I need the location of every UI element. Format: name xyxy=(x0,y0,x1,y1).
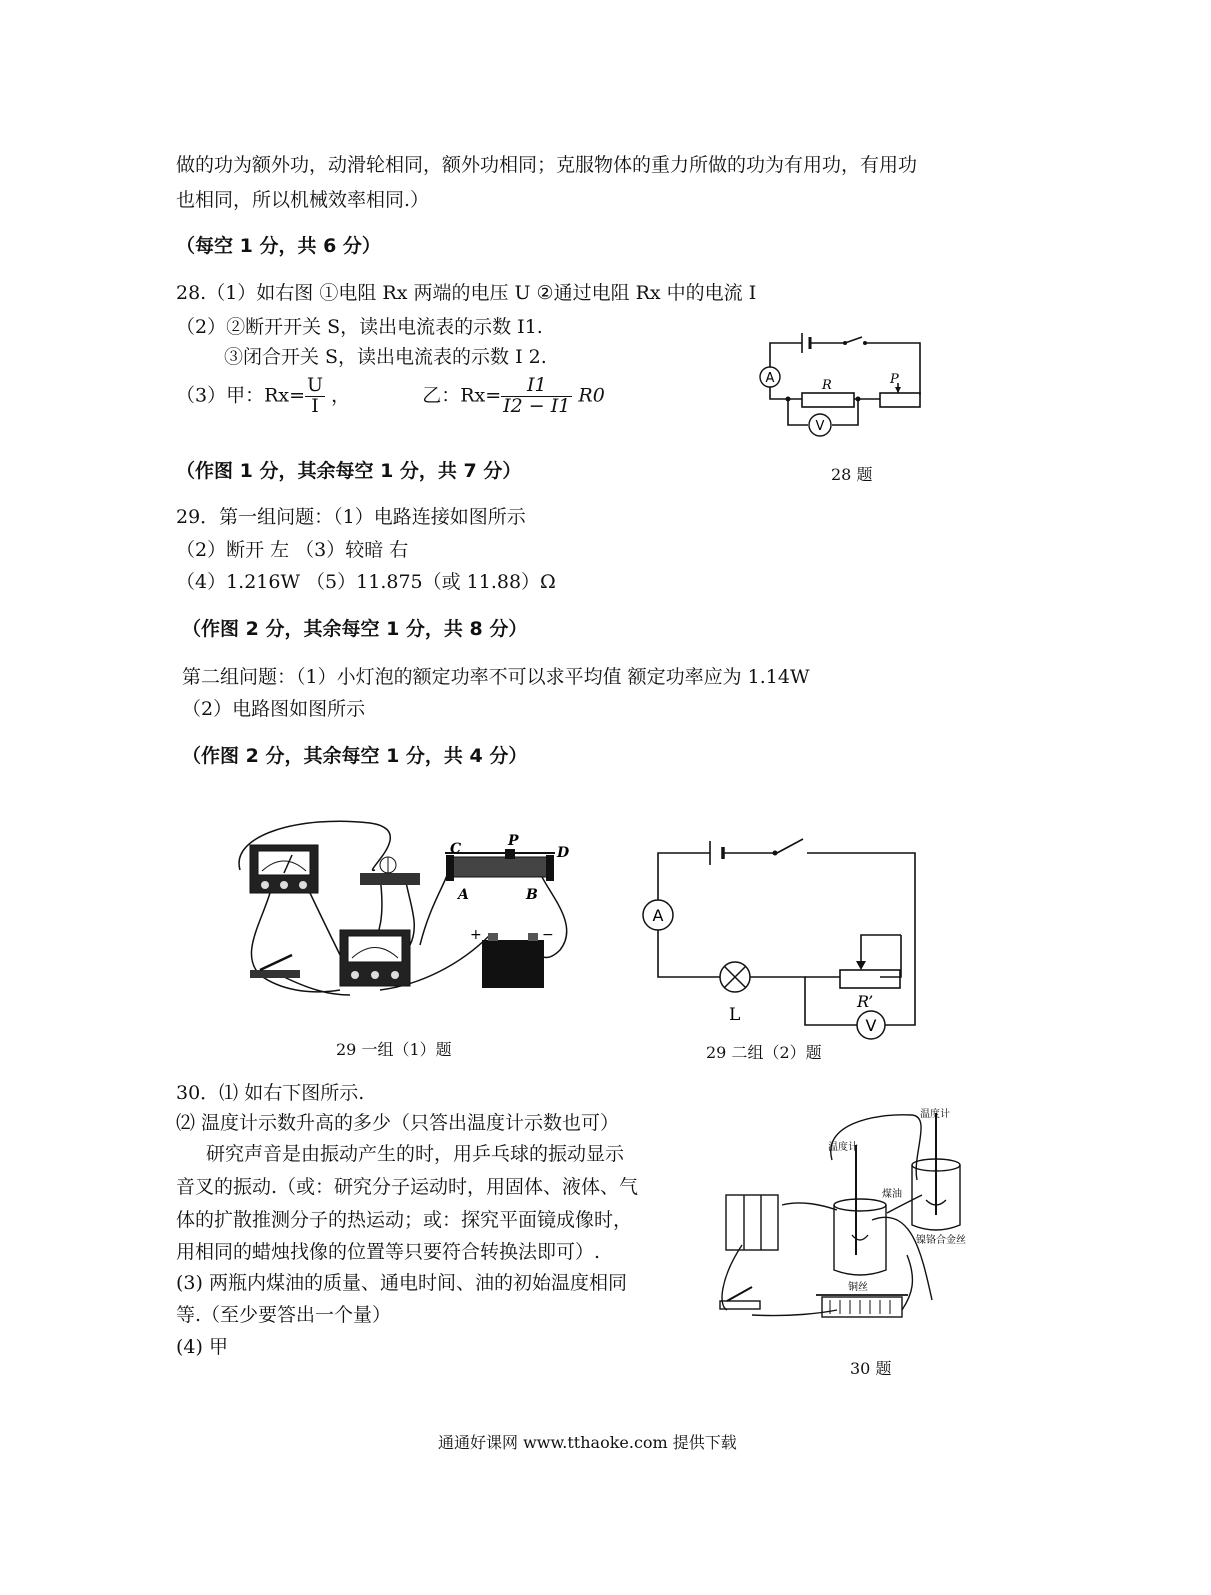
q29-circuit-schematic xyxy=(635,835,935,1045)
q29-fig2-label-l: L xyxy=(729,1005,741,1025)
q28-line-2: （2）②断开开关 S，读出电流表的示数 I1. xyxy=(176,316,543,338)
q28-formula-r0: R0 xyxy=(578,384,605,407)
q29-score-1: （作图 2 分，其余每空 1 分，共 8 分） xyxy=(182,618,528,640)
q30-fig-label-kerosene: 煤油 xyxy=(882,1189,902,1200)
voltmeter-device xyxy=(250,845,318,893)
q28-score: （作图 1 分，其余每空 1 分，共 7 分） xyxy=(176,460,522,482)
rheostat-device xyxy=(445,849,555,881)
q27-line-2: 也相同，所以机械效率相同.） xyxy=(176,189,430,211)
q29-fig1-label-c: C xyxy=(450,841,462,857)
q29-score-2: （作图 2 分，其余每空 1 分，共 4 分） xyxy=(182,745,528,767)
q27-line-1: 做的功为额外功，动滑轮相同，额外功相同；克服物体的重力所做的功为有用功，有用功 xyxy=(176,154,918,176)
q28-figure-caption: 28 题 xyxy=(831,465,873,484)
q30-fig-label-nichrome: 镍铬合金丝 xyxy=(916,1235,966,1246)
q30-line-4: 音叉的振动.（或：研究分子运动时，用固体、液体、气 xyxy=(176,1176,639,1198)
q30-fig-label-copper: 铜丝 xyxy=(848,1282,868,1293)
q30-line-2: ⑵ 温度计示数升高的多少（只答出温度计示数也可） xyxy=(176,1112,620,1134)
q28-formula-sep: ， xyxy=(331,384,351,407)
q29-line-3: （4）1.216W （5）11.875（或 11.88）Ω xyxy=(176,571,556,593)
q28-line-3: ③闭合开关 S，读出电流表的示数 I 2. xyxy=(224,346,547,368)
q29-fig1-caption: 29 一组（1）题 xyxy=(336,1040,452,1059)
q28-frac1-num: U xyxy=(307,374,324,396)
q30-apparatus-figure xyxy=(712,1105,972,1355)
q30-line-3: 研究声音是由振动产生的时，用乒乓球的振动显示 xyxy=(206,1143,625,1165)
q29-fig2-label-v: V xyxy=(865,1016,877,1035)
q27-score: （每空 1 分，共 6 分） xyxy=(176,235,381,257)
q30-line-6: 用相同的蜡烛找像的位置等只要符合转换法即可）. xyxy=(176,1241,601,1263)
q29-line-2: （2）断开 左 （3）较暗 右 xyxy=(176,539,409,561)
q28-fig-label-v: V xyxy=(815,419,825,434)
q28-fig-label-r: R xyxy=(822,378,832,393)
q28-line-1: 28.（1）如右图 ①电阻 Rx 两端的电压 U ②通过电阻 Rx 中的电流 I xyxy=(176,282,757,304)
q29-fig2-label-r: R’ xyxy=(857,992,874,1011)
q29-fig1-label-plus: + xyxy=(470,927,482,943)
q30-line-8: 等.（至少要答出一个量） xyxy=(176,1304,392,1326)
q30-line-1: 30．⑴ 如右下图所示. xyxy=(176,1082,365,1104)
q30-fig-label-therm1: 温度计 xyxy=(828,1142,858,1153)
q29-line-4: 第二组问题：（1）小灯泡的额定功率不可以求平均值 额定功率应为 1.14W xyxy=(182,666,810,688)
q28-frac2-num: I1 xyxy=(501,376,572,397)
q28-fraction-jia xyxy=(305,376,325,417)
q28-circuit-diagram xyxy=(750,325,950,455)
q30-figure-caption: 30 题 xyxy=(850,1359,892,1378)
ammeter-device xyxy=(340,930,410,986)
q29-line-5: （2）电路图如图所示 xyxy=(182,698,366,720)
q30-line-5: 体的扩散推测分子的热运动；或：探究平面镜成像时， xyxy=(176,1209,633,1231)
q28-formula-yi: 乙：Rx= xyxy=(422,384,502,407)
lamp-holder-device xyxy=(360,857,420,885)
q28-formula-prefix: （3）甲：Rx= xyxy=(176,384,306,407)
q29-wiring-figure xyxy=(220,815,590,1005)
q28-fraction-yi xyxy=(501,376,572,417)
q29-fig1-label-a: A xyxy=(458,887,469,903)
q29-fig2-caption: 29 二组（2）题 xyxy=(706,1043,822,1062)
q29-fig2-label-a: A xyxy=(652,906,664,925)
page-footer: 通通好课网 www.tthaoke.com 提供下载 xyxy=(438,1433,737,1452)
q30-line-9: (4) 甲 xyxy=(176,1336,228,1358)
q29-fig1-label-b: B xyxy=(526,887,538,903)
q29-fig1-label-d: D xyxy=(557,845,570,861)
switch-device xyxy=(250,955,300,978)
q28-frac1-den: I xyxy=(311,394,319,417)
battery-device xyxy=(482,933,544,988)
q28-frac2-den: I2 − I1 xyxy=(503,394,571,417)
q30-line-7: (3) 两瓶内煤油的质量、通电时间、油的初始温度相同 xyxy=(176,1272,627,1294)
q29-line-1: 29．第一组问题：（1）电路连接如图所示 xyxy=(176,506,526,528)
q28-formula-line xyxy=(176,376,605,417)
q29-fig1-label-p: P xyxy=(508,833,519,849)
q28-fig-label-p: P xyxy=(890,372,899,387)
q28-fig-label-a: A xyxy=(765,371,775,386)
q30-fig-label-therm2: 温度计 xyxy=(920,1109,950,1120)
q29-fig1-label-minus: − xyxy=(542,927,554,943)
